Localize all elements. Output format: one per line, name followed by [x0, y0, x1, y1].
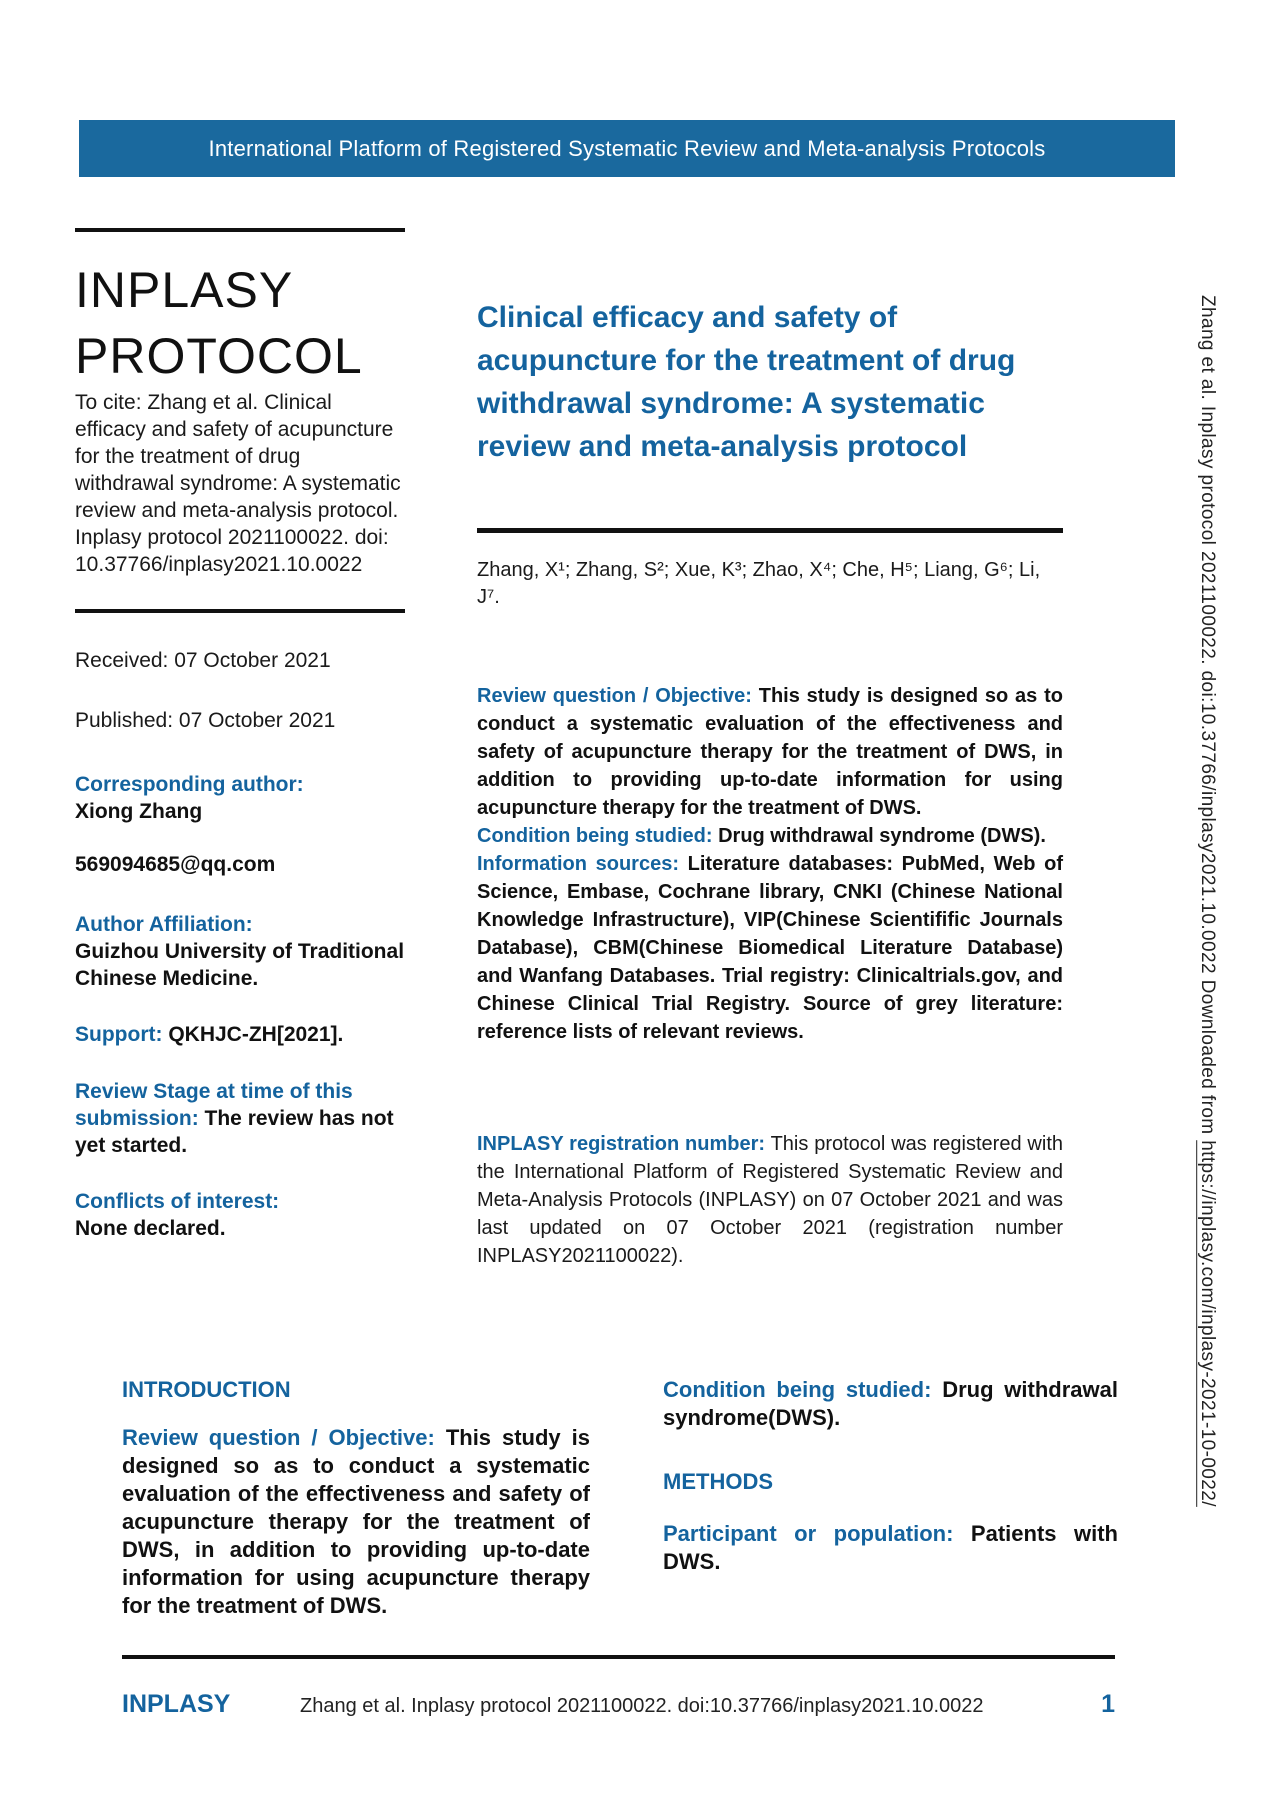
- header-banner-text: International Platform of Registered Systematic Review and Meta-analysis Protocols: [208, 135, 1046, 161]
- received-date: Received: 07 October 2021: [75, 649, 331, 672]
- review-stage-block: [75, 1078, 405, 1159]
- header-banner: [79, 120, 1175, 177]
- introduction-column: [122, 1376, 590, 1620]
- participant-label: Participant or population:: [663, 1521, 954, 1546]
- authors-line: Zhang, X¹; Zhang, S²; Xue, K³; Zhao, X⁴; Che, H⁵; Liang, G⁶; Li, J⁷.: [477, 559, 1041, 608]
- corresponding-author-email: 569094685@qq.com: [75, 853, 276, 876]
- condition-text: Drug withdrawal syndrome (DWS).: [718, 825, 1046, 847]
- information-sources-text: Literature databases: PubMed, Web of Science, Embase, Cochrane library, CNKI (Chinese National Knowledge Infrastructure), VIP(Chinese Scientifific Journals Database), CBM(Chinese Biomedical Literature Database) and Wanfang Databases. Trial registry: Clinicaltrials.gov, and Chinese Clinical Trial Registry. Source of grey literature: reference lists of relevant reviews.: [477, 853, 1063, 1043]
- masthead: [75, 257, 405, 389]
- left-column: [75, 228, 405, 1242]
- support-label: Support:: [75, 1023, 163, 1046]
- review-stage-value: The review has not yet started.: [75, 1107, 394, 1157]
- left-top-rule: [75, 228, 405, 232]
- masthead-line1: INPLASY: [75, 262, 294, 318]
- registration-paragraph: [477, 1130, 1063, 1270]
- side-download-url[interactable]: https://inplasy.com/inplasy-2021-10-0022/: [1197, 1140, 1218, 1507]
- side-vertical-text: [1196, 295, 1218, 1615]
- condition-bottom-text: Drug withdrawal syndrome(DWS).: [663, 1377, 1118, 1430]
- information-sources-paragraph: [477, 850, 1063, 1046]
- masthead-line2: PROTOCOL: [75, 328, 363, 384]
- registration-label: INPLASY registration number:: [477, 1133, 766, 1155]
- footer-brand: INPLASY: [122, 1690, 231, 1718]
- conflicts-block: [75, 1188, 405, 1242]
- conflicts-value: None declared.: [75, 1217, 226, 1240]
- review-question-label: Review question / Objective:: [477, 685, 752, 707]
- corresponding-author-block: [75, 771, 405, 825]
- to-cite-paragraph: To cite: Zhang et al. Clinical efficacy and safety of acupuncture for the treatment of drug withdrawal syndrome: A systematic review and meta-analysis protocol. Inplasy protocol 2021100022. doi: 10.37766/inplasy2021.10.0022: [75, 391, 401, 576]
- affiliation-block: [75, 911, 405, 992]
- introduction-heading: INTRODUCTION: [122, 1377, 291, 1402]
- article-title: Clinical efficacy and safety of acupuncture for the treatment of drug withdrawal syndrome: A systematic review and meta-analysis protocol: [477, 301, 1016, 463]
- footer-rule: [122, 1655, 1115, 1659]
- review-stage-label: Review Stage at time of this submission:: [75, 1080, 353, 1130]
- corresponding-author-label: Corresponding author:: [75, 773, 304, 796]
- title-rule: [477, 528, 1063, 533]
- left-middle-rule: [75, 609, 405, 613]
- affiliation-value: Guizhou University of Traditional Chinese Medicine.: [75, 940, 405, 990]
- condition-label: Condition being studied:: [477, 825, 713, 847]
- participant-paragraph: [663, 1520, 1118, 1576]
- footer: [122, 1690, 1115, 1719]
- registration-text: This protocol was registered with the International Platform of Registered Systematic Review and Meta-Analysis Protocols (INPLASY) on 07 October 2021 and was last updated on 07 October 2021 (registration number INPLASY2021100022).: [477, 1133, 1063, 1267]
- footer-citation: Zhang et al. Inplasy protocol 2021100022. doi:10.37766/inplasy2021.10.0022: [300, 1695, 984, 1717]
- abstract-block: [477, 682, 1063, 1046]
- corresponding-author-name: Xiong Zhang: [75, 800, 203, 823]
- review-question-paragraph: [477, 682, 1063, 822]
- review-question-text: This study is designed so as to conduct a systematic evaluation of the effectiveness and safety of acupuncture therapy for the treatment of DWS, in addition to providing up-to-date information for using acupuncture therapy for the treatment of DWS.: [477, 685, 1063, 819]
- right-column: [477, 296, 1063, 1290]
- methods-heading: METHODS: [663, 1469, 773, 1494]
- introduction-review-text: This study is designed so as to conduct a systematic evaluation of the effectiveness and safety of acupuncture therapy for the treatment of DWS, in addition to providing up-to-date information for using acupuncture therapy for the treatment of DWS.: [122, 1425, 590, 1618]
- condition-bottom-label: Condition being studied:: [663, 1377, 932, 1402]
- methods-column: [663, 1376, 1118, 1576]
- published-date: Published: 07 October 2021: [75, 709, 336, 732]
- information-sources-label: Information sources:: [477, 853, 679, 875]
- condition-paragraph: [477, 822, 1063, 850]
- participant-text: Patients with DWS.: [663, 1521, 1118, 1574]
- affiliation-label: Author Affiliation:: [75, 913, 253, 936]
- footer-page-number: 1: [1101, 1690, 1115, 1718]
- introduction-review-label: Review question / Objective:: [122, 1425, 435, 1450]
- conflicts-label: Conflicts of interest:: [75, 1190, 280, 1213]
- condition-bottom-paragraph: [663, 1376, 1118, 1432]
- support-value: QKHJC-ZH[2021].: [168, 1023, 344, 1046]
- introduction-review-paragraph: [122, 1424, 590, 1620]
- support-block: [75, 1021, 405, 1048]
- side-citation-text: Zhang et al. Inplasy protocol 2021100022. doi:10.37766/inplasy2021.10.0022 Downloaded from: [1197, 295, 1218, 1141]
